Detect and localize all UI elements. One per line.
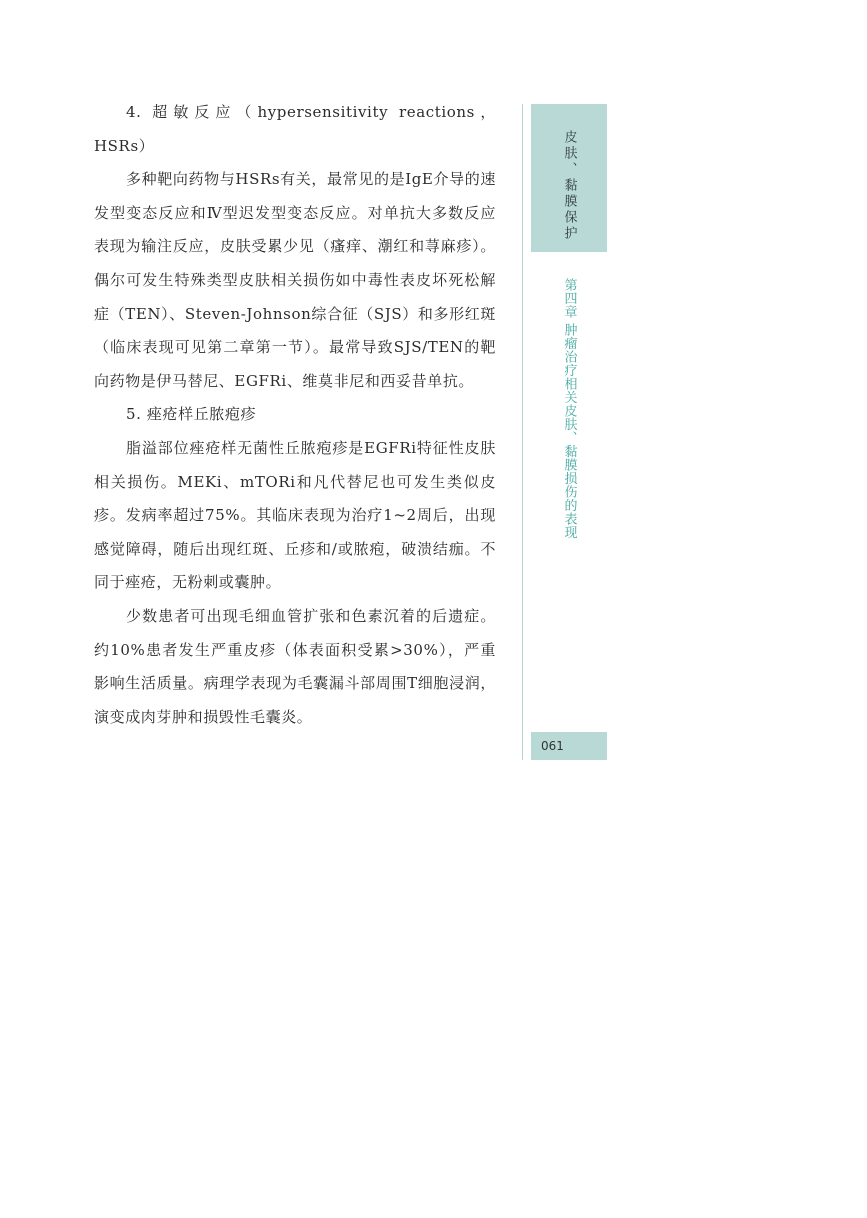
sidebar-divider	[522, 104, 523, 760]
section-5-paragraph-1: 脂溢部位痤疮样无菌性丘脓疱疹是EGFRi特征性皮肤相关损伤。MEKi、mTORi和凡代替尼也可发生类似皮疹。发病率超过75%。其临床表现为治疗1~2周后，出现感觉障碍，随后出现红斑、丘疹和/或脓疱，破溃结痂。不同于痤疮，无粉刺或囊肿。	[94, 438, 496, 592]
sidebar-section-tab	[531, 104, 607, 252]
sidebar-chapter	[531, 278, 607, 539]
section-5-paragraph-2: 少数患者可出现毛细血管扩张和色素沉着的后遗症。约10%患者发生严重皮疹（体表面积受累>30%），严重影响生活质量。病理学表现为毛囊漏斗部周围T细胞浸润，演变成肉芽肿和损毁性毛囊炎。	[94, 606, 496, 726]
page-number: 061	[541, 739, 564, 753]
main-text-column	[94, 96, 496, 734]
sidebar-chapter-label: 第四章 肿瘤治疗相关皮肤、黏膜损伤的表现	[561, 278, 577, 540]
sidebar-section-label: 皮肤、黏膜保护	[561, 130, 577, 242]
section-4-paragraph: 多种靶向药物与HSRs有关，最常见的是IgE介导的速发型变态反应和Ⅳ型迟发型变态反应。对单抗大多数反应表现为输注反应，皮肤受累少见（瘙痒、潮红和荨麻疹）。偶尔可发生特殊类型皮肤相关损伤如中毒性表皮坏死松解症（TEN）、Steven-Johnson综合征（SJS）和多形红斑（临床表现可见第二章第一节）。最常导致SJS/TEN的靶向药物是伊马替尼、EGFRi、维莫非尼和西妥昔单抗。	[94, 170, 496, 390]
section-5-heading: 5. 痤疮样丘脓疱疹	[126, 405, 257, 424]
section-4-heading: 4. 超敏反应（hypersensitivity reactions，HSRs）	[94, 103, 496, 155]
page-number-box	[531, 732, 607, 760]
